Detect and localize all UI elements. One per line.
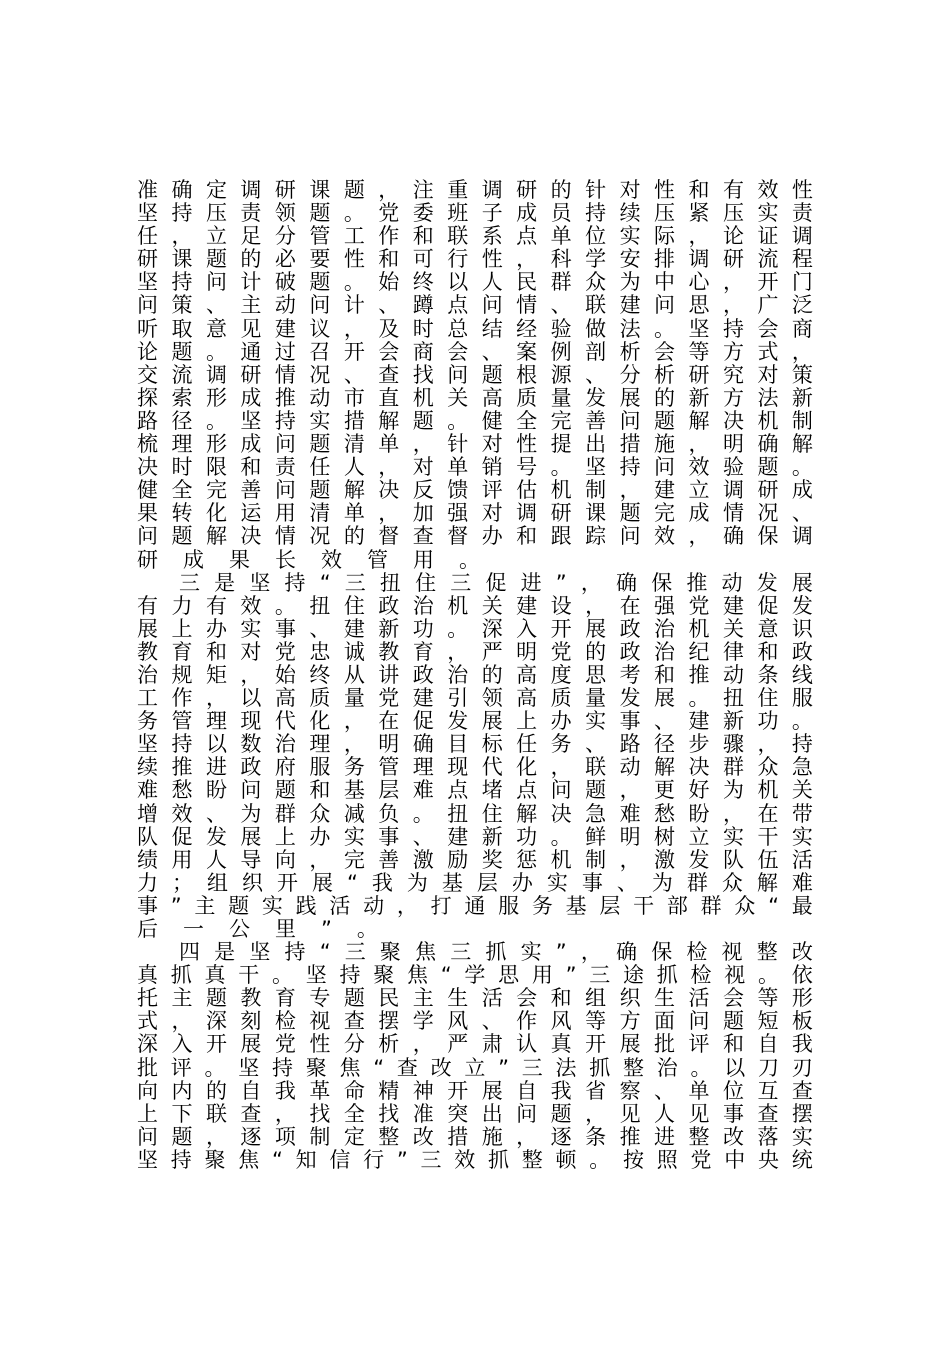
- text-line: 问 题 解 决 情 况 的 督 查 督 办 和 跟 踪 问 效 ， 确 保 调: [137, 525, 813, 549]
- text-line: 听 取 意 见 建 议 ， 及 时 总 结 经 验 做 法 。 坚 持 会 商: [137, 317, 813, 341]
- text-line: 绩 用 人 导 向 ， 完 善 激 励 奖 惩 机 制 ， 激 发 队 伍 活: [137, 848, 813, 872]
- text-line: 托 主 题 教 育 专 题 民 主 生 活 会 和 组 织 生 活 会 等 形: [137, 987, 813, 1011]
- paragraph-start-line: 三 是 坚 持 “ 三 扭 住 三 促 进 ” ， 确 保 推 动 发 展: [179, 571, 813, 595]
- text-line: 交 流 调 研 情 况 、 查 找 问 题 根 源 、 分 析 研 究 对 策: [137, 363, 813, 387]
- text-line: 务 管 理 现 代 化 ， 在 促 发 展 上 办 实 事 、 建 新 功 。: [137, 710, 813, 734]
- text-line: 研 课 题 的 必 要 性 和 可 行 性 ， 科 学 安 排 调 研 流 程: [137, 248, 813, 272]
- text-line: 队 促 发 展 上 办 实 事 、 建 新 功 。 鲜 明 树 立 实 干 实: [137, 825, 813, 849]
- text-line: 坚 持 以 数 治 理 ， 明 确 目 标 任 务 、 路 径 步 骤 ， 持: [137, 733, 813, 757]
- text-line: 坚 持 聚 焦 “ 知 信 行 ” 三 效 抓 整 顿 。 按 照 党 中 央 统: [137, 1148, 813, 1172]
- text-line: 探 索 形 成 推 动 市 直 机 关 高 质 量 发 展 的 新 方 法 新: [137, 386, 813, 410]
- text-line: 研 成 果 长 效 管 用 。: [137, 548, 480, 572]
- text-line: 治 规 矩 ， 始 终 从 讲 政 治 的 高 度 思 考 和 推 动 条 线: [137, 663, 813, 687]
- text-line: 后 一 公 里 ” 。: [137, 918, 378, 941]
- text-line: 论 题 。 通 过 召 开 会 商 会 、 案 例 剖 析 会 等 方 式 ，: [137, 340, 813, 364]
- text-line: 上 下 联 查 ， 找 全 找 准 突 出 问 题 ， 见 人 见 事 查 摆: [137, 1102, 813, 1126]
- text-line: 批 评 。 坚 持 聚 焦 “ 查 改 立 ” 三 法 抓 整 治 。 以 刀 刃: [137, 1056, 813, 1080]
- text-line: 路 径 。 坚 持 实 措 解 题 。 健 全 完 善 问 题 解 决 机 制: [137, 409, 813, 433]
- text-line: 深 入 开 展 党 性 分 析 ， 严 肃 认 真 开 展 批 评 和 自 我: [137, 1033, 813, 1057]
- text-line: 力 ； 组 织 开 展 “ 我 为 基 层 办 实 事 、 为 群 众 解 难: [137, 871, 813, 895]
- paragraph-start-line: 四 是 坚 持 “ 三 聚 焦 三 抓 实 ” ， 确 保 检 视 整 改: [179, 941, 813, 965]
- text-line: 事 ” 主 题 实 践 活 动 ， 打 通 服 务 基 层 干 部 群 众 “ 最: [137, 894, 813, 918]
- text-line: 难 愁 盼 问 题 和 基 层 难 点 堵 点 问 题 ， 更 好 为 机 关: [137, 779, 813, 803]
- text-line: 任 ， 立 足 分 管 工 作 和 联 系 点 单 位 实 际 ， 论 证 调: [137, 225, 813, 249]
- text-line: 果 转 化 运 用 清 单 ， 加 强 对 调 研 课 题 完 成 情 况 、: [137, 502, 813, 526]
- text-line: 坚 持 问 计 破 题 。 始 终 以 人 民 群 众 为 中 心 ， 开 门: [137, 271, 813, 295]
- text-line: 健 全 完 善 问 题 解 决 反 馈 评 估 机 制 ， 建 立 调 研 成: [137, 479, 813, 503]
- text-line: 续 推 进 政 府 服 务 管 理 现 代 化 ， 联 动 解 决 群 众 急: [137, 756, 813, 780]
- document-body: [137, 179, 813, 1172]
- text-line: 向 内 的 自 我 革 命 精 神 开 展 自 我 省 察 、 单 位 互 查: [137, 1079, 813, 1103]
- text-line: 教 育 和 对 党 忠 诚 教 育 ， 严 明 党 的 政 治 纪 律 和 政: [137, 640, 813, 664]
- text-line: 有 力 有 效 。 扭 住 政 治 机 关 建 设 ， 在 强 党 建 促 发: [137, 594, 813, 618]
- text-line: 问 题 ， 逐 项 制 定 整 改 措 施 ， 逐 条 推 进 整 改 落 实: [137, 1125, 813, 1149]
- text-line: 式 ， 深 刻 检 视 查 摆 学 风 、 作 风 等 方 面 问 题 短 板: [137, 1010, 813, 1034]
- text-line: 准 确 定 调 研 课 题 ， 注 重 调 研 的 针 对 性 和 有 效 性: [137, 179, 813, 202]
- text-line: 决 时 限 和 责 任 人 ， 对 单 销 号 。 坚 持 问 效 验 题 。: [137, 456, 813, 480]
- text-line: 展 上 办 实 事 、 建 新 功 。 深 入 开 展 政 治 机 关 意 识: [137, 617, 813, 641]
- text-line: 工 作 ， 以 高 质 量 党 建 引 领 高 质 量 发 展 。 扭 住 服: [137, 687, 813, 711]
- text-line: 梳 理 形 成 问 题 清 单 ， 针 对 性 提 出 措 施 ， 明 确 解: [137, 433, 813, 457]
- text-line: 坚 持 压 责 领 题 。 党 委 班 子 成 员 持 续 压 紧 压 实 责: [137, 202, 813, 226]
- text-line: 增 效 、 为 群 众 减 负 。 扭 住 解 决 急 难 愁 盼 ， 在 带: [137, 802, 813, 826]
- text-line: 真 抓 真 干 。 坚 持 聚 焦 “ 学 思 用 ” 三 途 抓 检 视 。 依: [137, 964, 813, 988]
- text-line: 问 策 、 主 动 问 计 、 蹲 点 问 情 、 联 建 问 思 ， 广 泛: [137, 294, 813, 318]
